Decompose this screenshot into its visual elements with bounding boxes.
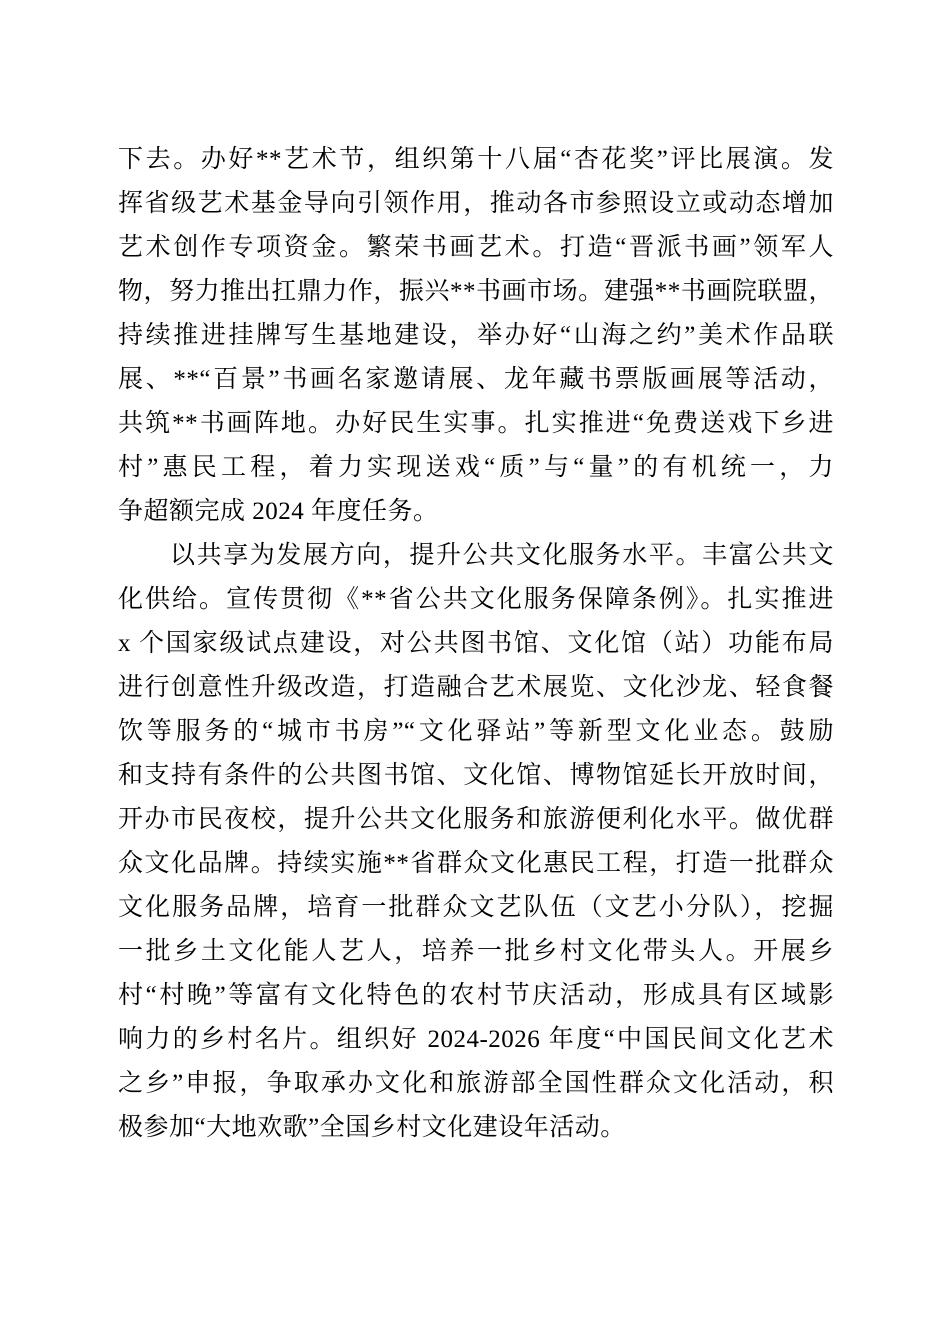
text-line: 之乡”申报，争取承办文化和旅游部全国性群众文化活动，积 xyxy=(118,1070,834,1097)
text-line: 下去。办好**艺术节，组织第十八届“杏花奖”评比展演。发 xyxy=(118,146,834,173)
text-line: 展、**“百景”书画名家邀请展、龙年藏书票版画展等活动， xyxy=(118,366,834,393)
text-line: 以共享为发展方向，提升公共文化服务水平。丰富公共文 xyxy=(170,542,834,569)
text-line: 文化服务品牌，培育一批群众文艺队伍（文艺小分队），挖掘 xyxy=(118,894,834,921)
text-line: 饮等服务的“城市书房”“文化驿站”等新型文化业态。鼓励 xyxy=(118,718,834,745)
paragraph-art-development xyxy=(118,138,834,534)
text-line: 响力的乡村名片。组织好 2024-2026 年度“中国民间文化艺术 xyxy=(118,1026,834,1053)
text-line: 村“村晚”等富有文化特色的农村节庆活动，形成具有区域影 xyxy=(118,982,834,1009)
paragraph-public-culture xyxy=(118,534,834,1150)
text-line: 化供给。宣传贯彻《**省公共文化服务保障条例》。扎实推进 xyxy=(118,586,834,613)
text-line: 物，努力推出扛鼎力作，振兴**书画市场。建强**书画院联盟， xyxy=(118,278,834,305)
text-line: 村”惠民工程，着力实现送戏“质”与“量”的有机统一，力 xyxy=(118,454,834,481)
text-line: 众文化品牌。持续实施**省群众文化惠民工程，打造一批群众 xyxy=(118,850,834,877)
text-line: 和支持有条件的公共图书馆、文化馆、博物馆延长开放时间， xyxy=(118,762,834,789)
text-line: 进行创意性升级改造，打造融合艺术展览、文化沙龙、轻食餐 xyxy=(118,674,834,701)
text-line: 极参加“大地欢歌”全国乡村文化建设年活动。 xyxy=(118,1114,626,1141)
text-line: 争超额完成 2024 年度任务。 xyxy=(118,498,439,525)
text-line: x 个国家级试点建设，对公共图书馆、文化馆（站）功能布局 xyxy=(118,630,834,657)
text-line: 艺术创作专项资金。繁荣书画艺术。打造“晋派书画”领军人 xyxy=(118,234,834,261)
text-line: 挥省级艺术基金导向引领作用，推动各市参照设立或动态增加 xyxy=(118,190,834,217)
document-body xyxy=(118,138,834,1150)
text-line: 一批乡土文化能人艺人，培养一批乡村文化带头人。开展乡 xyxy=(118,938,834,965)
text-line: 开办市民夜校，提升公共文化服务和旅游便利化水平。做优群 xyxy=(118,806,834,833)
text-line: 共筑**书画阵地。办好民生实事。扎实推进“免费送戏下乡进 xyxy=(118,410,834,437)
text-line: 持续推进挂牌写生基地建设，举办好“山海之约”美术作品联 xyxy=(118,322,834,349)
